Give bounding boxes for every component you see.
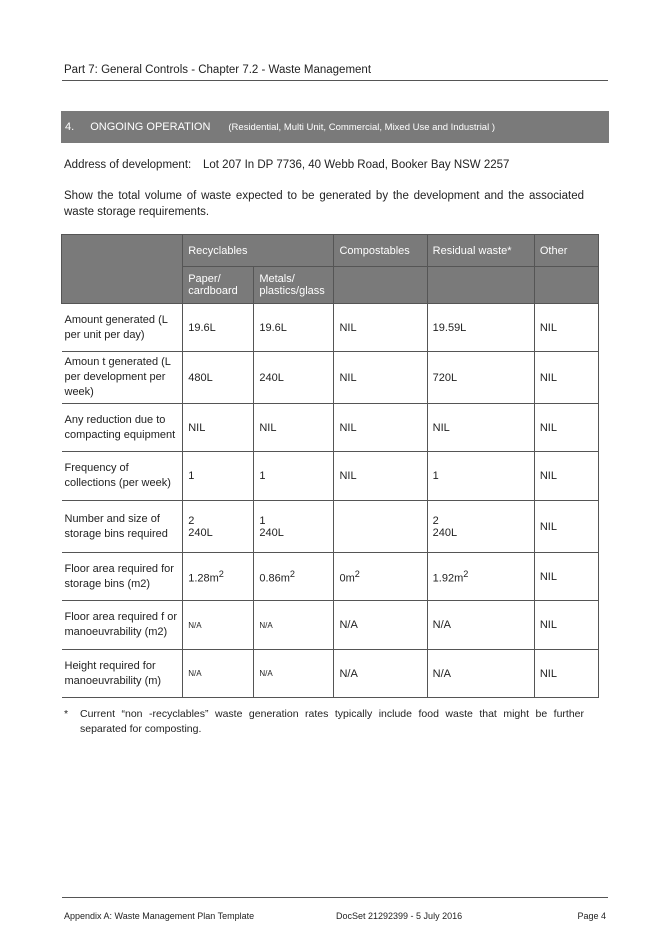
page-header: Part 7: General Controls - Chapter 7.2 - Waste Management xyxy=(64,64,372,76)
footer-left: Appendix A: Waste Management Plan Template xyxy=(64,911,255,921)
cell-other: NIL xyxy=(534,601,598,650)
footer-divider xyxy=(62,897,608,898)
subheader-metals: Metals/ plastics/glass xyxy=(254,267,334,304)
cell-other: NIL xyxy=(534,501,598,553)
footnote xyxy=(64,707,584,737)
cell-metals: N/A xyxy=(254,601,334,650)
cell-other: NIL xyxy=(534,553,598,601)
cell-residual: N/A xyxy=(427,601,534,650)
waste-table xyxy=(61,234,599,698)
table-row xyxy=(62,452,599,501)
cell-compost: N/A xyxy=(334,601,427,650)
row-label: Number and size of storage bins required xyxy=(62,501,183,553)
table-row xyxy=(62,601,599,650)
cell-other: NIL xyxy=(534,452,598,501)
cell-paper xyxy=(183,501,254,553)
header-other: Other xyxy=(534,235,598,267)
cell-metals: N/A xyxy=(254,650,334,698)
cell-metals: 1 xyxy=(254,452,334,501)
cell-paper: 1 xyxy=(183,452,254,501)
cell-compost: $0m^2$ xyxy=(334,553,427,601)
cell-metals: NIL xyxy=(254,404,334,452)
header-residual: Residual waste* xyxy=(427,235,534,267)
cell-compost: NIL xyxy=(334,304,427,352)
footer-page-number: Page 4 xyxy=(577,911,606,921)
section-heading xyxy=(61,111,609,143)
cell-metals: 240L xyxy=(254,352,334,404)
cell-compost xyxy=(334,501,427,553)
bin-size: 240L xyxy=(432,526,458,539)
header-empty-cell xyxy=(62,235,183,304)
cell-paper: 19.6L xyxy=(183,304,254,352)
intro-paragraph: Show the total volume of waste expected to be generated by the development and the associated waste storage requirements. xyxy=(64,190,584,218)
section-subtitle: (Residential, Multi Unit, Commercial, Mixed Use and Industrial ) xyxy=(228,121,496,133)
cell-residual: N/A xyxy=(427,650,534,698)
bin-count: 2 xyxy=(432,514,439,527)
row-label: Amount generated (L per unit per day) xyxy=(62,304,183,352)
cell-other: NIL xyxy=(534,304,598,352)
section-title: ONGOING OPERATION xyxy=(90,121,211,133)
cell-paper: 480L xyxy=(183,352,254,404)
address-line xyxy=(64,159,509,171)
row-label: Amoun t generated (L per development per week) xyxy=(62,352,183,404)
bin-size: 240L xyxy=(188,526,213,539)
row-label: Frequency of collections (per week) xyxy=(62,452,183,501)
table-row xyxy=(62,501,599,553)
cell-residual: NIL xyxy=(427,404,534,452)
table-row xyxy=(62,304,599,352)
subheader-empty xyxy=(427,267,534,304)
cell-paper: NIL xyxy=(183,404,254,452)
row-label: Floor area required for storage bins (m2) xyxy=(62,553,183,601)
cell-paper: N/A xyxy=(183,650,254,698)
cell-residual: $1.92m^2$ xyxy=(427,553,534,601)
row-label: Any reduction due to compacting equipment xyxy=(62,404,183,452)
cell-metals: $0.86m^2$ xyxy=(254,553,334,601)
cell-paper: $1.28m^2$ xyxy=(183,553,254,601)
bin-size: 240L xyxy=(259,526,284,539)
footer-docset: DocSet 21292399 - 5 July 2016 xyxy=(336,911,463,921)
bin-count: 1 xyxy=(259,514,266,527)
address-label: Address of development: xyxy=(64,159,192,171)
table-row xyxy=(62,650,599,698)
subheader-paper: Paper/ cardboard xyxy=(183,267,254,304)
footnote-marker: * xyxy=(64,708,69,720)
cell-paper: N/A xyxy=(183,601,254,650)
cell-metals xyxy=(254,501,334,553)
cell-other: NIL xyxy=(534,404,598,452)
table-row xyxy=(62,404,599,452)
row-label: Floor area required f or manoeuvrability (m2) xyxy=(62,601,183,650)
cell-residual xyxy=(427,501,534,553)
table-row xyxy=(62,553,599,601)
cell-residual: 19.59L xyxy=(427,304,534,352)
bin-count: 2 xyxy=(188,514,195,527)
header-divider xyxy=(62,80,608,81)
cell-compost: N/A xyxy=(334,650,427,698)
cell-residual: 1 xyxy=(427,452,534,501)
cell-compost: NIL xyxy=(334,452,427,501)
table-row xyxy=(62,352,599,404)
cell-residual: 720L xyxy=(427,352,534,404)
table-header-row xyxy=(62,235,599,267)
section-number: 4. xyxy=(65,121,75,133)
cell-other: NIL xyxy=(534,352,598,404)
address-value: Lot 207 In DP 7736, 40 Webb Road, Booker Bay NSW 2257 xyxy=(203,159,510,171)
cell-metals: 19.6L xyxy=(254,304,334,352)
cell-compost: NIL xyxy=(334,404,427,452)
cell-compost: NIL xyxy=(334,352,427,404)
footnote-text: Current “non -recyclables” waste generation rates typically include food waste that might be further separated for composting. xyxy=(80,708,584,735)
subheader-empty xyxy=(534,267,598,304)
header-compostables: Compostables xyxy=(334,235,427,267)
header-recyclables: Recyclables xyxy=(183,235,334,267)
subheader-empty xyxy=(334,267,427,304)
row-label: Height required for manoeuvrability (m) xyxy=(62,650,183,698)
cell-other: NIL xyxy=(534,650,598,698)
